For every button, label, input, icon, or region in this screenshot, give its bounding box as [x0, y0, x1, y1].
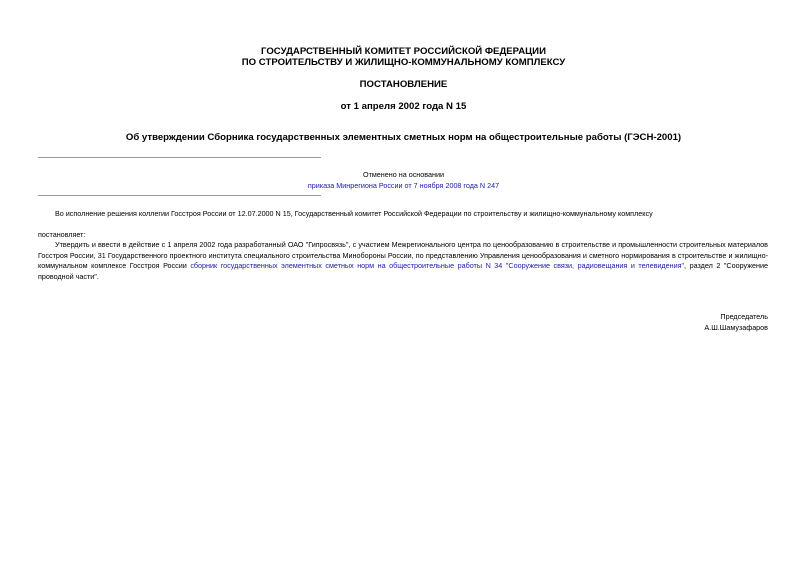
norms-collection-link[interactable]: сборник государственных элементных сметных норм на общестроительные работы N 34 "Сооружение связи, радиовещания и телевидения": [190, 261, 685, 270]
document-type: ПОСТАНОВЛЕНИЕ: [359, 79, 448, 90]
cancellation-label: Отменено на основании: [362, 170, 444, 179]
document-date-number: от 1 апреля 2002 года N 15: [340, 101, 467, 112]
decision-text-part1: Утвердить и ввести в действие с 1 апреля 2002 года разработанный ОАО "Гипросвязь", с участием Межрегионального центра по ценообразованию в строительстве и промышленности строительных материалов Госстроя России, 31 Государственного проектного института специального строительства Минобороны России, по представлению Управления ценообразования и сметного нормирования в строительстве и жилищно-коммунальном комплексе Госстроя России: [38, 240, 768, 270]
signatory-name: А.Ш.Шамузафаров: [704, 323, 768, 332]
decision-text-part2: , раздел 2 "Сооружение проводной части".: [38, 261, 768, 281]
divider-top: [38, 157, 321, 158]
preamble-paragraph: Во исполнение решения коллегии Госстроя России от 12.07.2000 N 15, Государственный комитет Российской Федерации по строительству и жилищно-коммунальному комплексу: [55, 209, 653, 218]
committee-name-line2: ПО СТРОИТЕЛЬСТВУ И ЖИЛИЩНО-КОММУНАЛЬНОМУ КОМПЛЕКСУ: [241, 57, 566, 68]
divider-bottom: [38, 195, 321, 196]
decision-paragraph: [38, 240, 768, 282]
committee-name-line1: ГОСУДАРСТВЕННЫЙ КОМИТЕТ РОССИЙСКОЙ ФЕДЕРАЦИИ: [261, 46, 546, 57]
signatory-title: Председатель: [720, 312, 768, 321]
document-subject: Об утверждении Сборника государственных элементных сметных норм на общестроительные работы (ГЭСН-2001): [125, 132, 682, 143]
resolves-label: постановляет:: [38, 230, 86, 239]
cancellation-order-link[interactable]: приказа Минрегиона России от 7 ноября 2008 года N 247: [307, 181, 500, 190]
